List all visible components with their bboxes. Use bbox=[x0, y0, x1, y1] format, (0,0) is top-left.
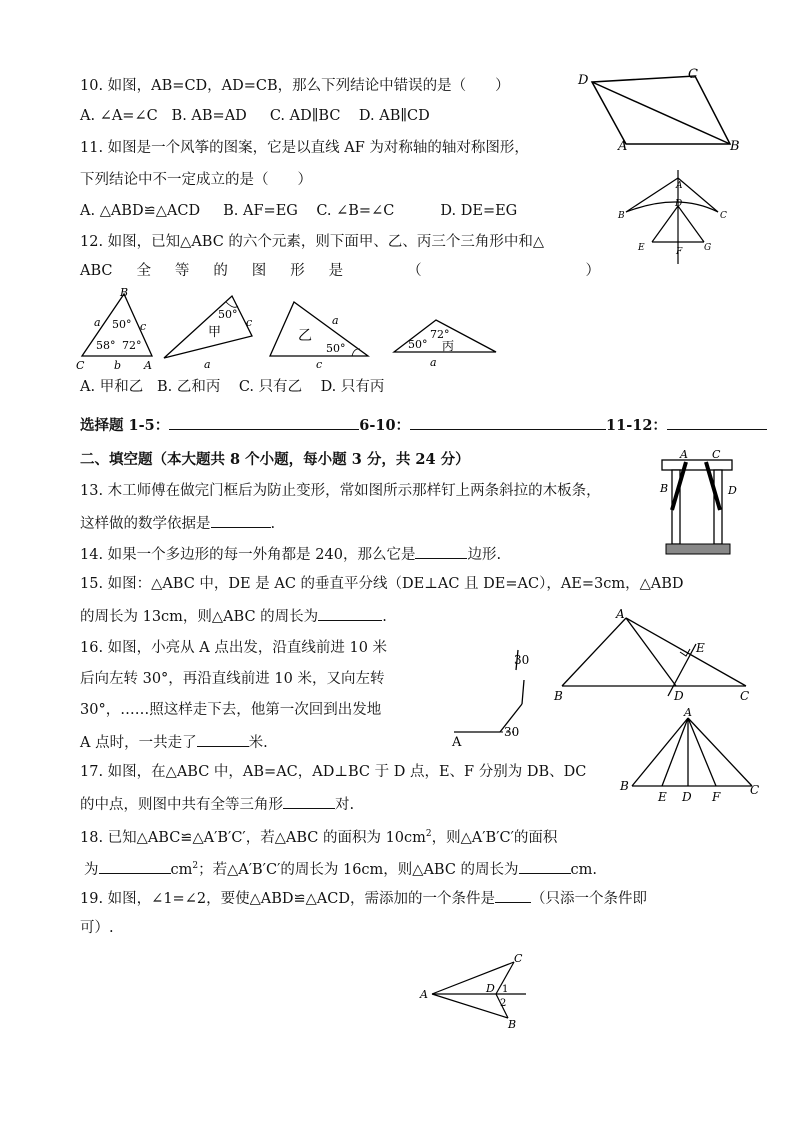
q10-label-d: D bbox=[578, 73, 589, 88]
q12-options bbox=[80, 377, 384, 397]
q18-sup-2: 2 bbox=[192, 861, 199, 871]
q10-option-a: A. ∠A=∠C bbox=[80, 108, 158, 124]
q12-word-abc: ABC bbox=[80, 263, 113, 279]
q10-label-a: A bbox=[618, 139, 628, 154]
q13-label-a: A bbox=[680, 448, 688, 461]
q15-line1: 15. 如图：△ABC 中，DE 是 AC 的垂直平分线（DE⊥AC 且 DE=AC），AE=3cm，△ABD bbox=[80, 576, 684, 592]
q11-label-d: D bbox=[675, 199, 683, 209]
q12-jia-side-a: a bbox=[204, 358, 211, 371]
q16-walking-path-figure bbox=[440, 642, 550, 752]
q12-abc-label-c: C bbox=[76, 359, 85, 372]
q12-abc-side-c: c bbox=[140, 320, 147, 333]
q12-bing-name: 丙 bbox=[442, 339, 455, 353]
q12-abc-side-a: a bbox=[94, 316, 101, 329]
q11-label-b: B bbox=[618, 211, 625, 221]
q17-answer-blank[interactable] bbox=[283, 793, 335, 809]
q12-jia-name: 甲 bbox=[208, 325, 222, 340]
q13-label-b: B bbox=[660, 482, 669, 495]
q18-area-blank[interactable] bbox=[99, 858, 171, 874]
q10-option-c: C. AD∥BC bbox=[269, 108, 341, 124]
q14-line bbox=[80, 543, 501, 565]
q12-abc-side-b: b bbox=[114, 359, 122, 372]
q15-line2 bbox=[80, 605, 387, 627]
q11-label-g: G bbox=[704, 243, 712, 253]
q11-label-f: F bbox=[676, 247, 683, 257]
q12-jia-side-c: c bbox=[246, 316, 253, 329]
q12-paren-close: ） bbox=[585, 263, 600, 279]
q17-label-e: E bbox=[658, 790, 667, 804]
q13-answer-blank[interactable] bbox=[211, 512, 271, 528]
q12-abc-angle-c: 58° bbox=[96, 339, 116, 352]
q19-figure bbox=[418, 948, 538, 1032]
q12-paren-open: （ bbox=[407, 263, 422, 279]
q13-line2-pre: 这样做的数学依据是 bbox=[80, 516, 211, 532]
q10-label-b: B bbox=[730, 139, 740, 154]
q11-option-d: D. DE=EG bbox=[440, 203, 518, 219]
q12-abc-label-a: A bbox=[144, 359, 152, 372]
q16-answer-blank[interactable] bbox=[197, 731, 249, 747]
q16-line1: 16. 如图，小亮从 A 点出发，沿直线前进 10 米 bbox=[80, 640, 388, 656]
q18-line1-post: ，则△A′B′C′的面积 bbox=[431, 829, 558, 846]
q11-kite-figure bbox=[612, 166, 732, 266]
answer-label-6-10: 6-10： bbox=[359, 417, 411, 434]
q12-word-6: 是 bbox=[328, 263, 344, 279]
q15-label-a: A bbox=[616, 607, 625, 621]
q12-yi-name: 乙 bbox=[298, 328, 312, 344]
q11-label-a: A bbox=[676, 181, 683, 191]
q11-option-a: A. △ABD≌△ACD bbox=[80, 203, 201, 219]
q12-triangles-figure bbox=[76, 286, 506, 372]
q17-label-d: D bbox=[682, 790, 692, 804]
q19-angle-1: 1 bbox=[502, 984, 509, 995]
q12-bing-angle-left: 50° bbox=[408, 338, 428, 351]
q16-line2: 后向左转 30°，再沿直线前进 10 米，又向左转 bbox=[80, 671, 385, 687]
q16-label-a: A bbox=[452, 735, 462, 750]
q16-line4-post: 米. bbox=[248, 735, 268, 751]
q12-abc-label-b: B bbox=[120, 286, 129, 299]
q13-door-frame-figure bbox=[658, 448, 740, 560]
q17-line2-pre: 的中点，则图中共有全等三角形 bbox=[80, 797, 283, 813]
q13-line2 bbox=[80, 512, 275, 534]
q13-line2-post: . bbox=[270, 516, 276, 532]
q19-label-b: B bbox=[508, 1018, 517, 1031]
q19-line1-pre: 19. 如图，∠1=∠2，要使△ABD≌△ACD，需添加的一个条件是 bbox=[80, 891, 495, 907]
q16-line4 bbox=[80, 731, 268, 753]
q13-label-c: C bbox=[712, 448, 721, 461]
q10-parallelogram-figure bbox=[570, 62, 750, 162]
q15-line2-post: . bbox=[382, 609, 387, 625]
q18-sup: 2 bbox=[425, 829, 432, 839]
q15-label-c: C bbox=[740, 689, 750, 703]
q17-line1: 17. 如图，在△ABC 中，AB=AC，AD⊥BC 于 D 点，E、F 分别为 DB、DC bbox=[80, 764, 587, 780]
q19-line2: 可）. bbox=[80, 920, 114, 936]
q12-word-3: 的 bbox=[213, 263, 228, 279]
q17-isosceles-figure bbox=[616, 704, 766, 804]
q12-word-5: 形 bbox=[290, 263, 305, 279]
q19-label-d: D bbox=[486, 982, 495, 995]
q14-answer-blank[interactable] bbox=[415, 543, 467, 559]
q14-pre: 14. 如果一个多边形的每一外角都是 240，那么它是 bbox=[80, 547, 416, 563]
section2-heading: 二、填空题（本大题共 8 个小题，每小题 3 分，共 24 分） bbox=[80, 451, 470, 468]
q19-label-c: C bbox=[514, 952, 523, 965]
q16-angle-label-2: 30 bbox=[514, 653, 530, 667]
q11-option-b: B. AF=EG bbox=[223, 203, 298, 219]
answer-line bbox=[80, 414, 767, 436]
q17-label-b: B bbox=[620, 779, 629, 793]
q18-line1-pre: 18. 已知△ABC≌△A′B′C′，若△ABC 的面积为 10cm bbox=[80, 829, 426, 846]
q11-option-c: C. ∠B=∠C bbox=[316, 203, 395, 219]
q12-stem-line2 bbox=[80, 261, 600, 281]
q10-options bbox=[80, 106, 430, 126]
q11-options bbox=[80, 201, 517, 221]
q12-option-a: A. 甲和乙 bbox=[80, 379, 144, 395]
q19-line1 bbox=[80, 887, 647, 909]
q12-stem-line1: 12. 如图，已知△ABC 的六个元素，则下面甲、乙、丙三个三角形中和△ bbox=[80, 234, 545, 250]
q12-option-c: C. 只有乙 bbox=[238, 379, 303, 395]
q16-angle-label-1: 30 bbox=[504, 725, 520, 739]
q12-yi-side-a: a bbox=[332, 314, 339, 327]
q15-label-b: B bbox=[554, 689, 563, 703]
q12-option-d: D. 只有丙 bbox=[320, 379, 385, 395]
q17-label-c: C bbox=[750, 783, 760, 797]
q19-angle-2: 2 bbox=[500, 998, 507, 1009]
q12-abc-angle-b: 50° bbox=[112, 318, 132, 331]
q12-yi-side-c: c bbox=[316, 358, 323, 371]
q18-line2-a: 为 bbox=[84, 861, 99, 878]
q17-line2-post: 对. bbox=[335, 797, 355, 813]
q11-label-c: C bbox=[720, 211, 727, 221]
q11-stem-line1: 11. 如图是一个风筝的图案，它是以直线 AF 为对称轴的轴对称图形， bbox=[80, 140, 529, 156]
q10-option-d: D. AB∥CD bbox=[358, 108, 430, 124]
q15-answer-blank[interactable] bbox=[318, 605, 382, 621]
q15-label-d: D bbox=[674, 689, 684, 703]
q13-label-d: D bbox=[728, 484, 737, 497]
answer-blank-1-5[interactable] bbox=[169, 414, 359, 430]
q19-label-a: A bbox=[420, 988, 428, 1001]
q16-line3: 30°，……照这样走下去，他第一次回到出发地 bbox=[80, 702, 382, 718]
q16-line4-pre: A 点时，一共走了 bbox=[80, 735, 197, 751]
q18-line2 bbox=[84, 856, 597, 880]
q12-option-b: B. 乙和丙 bbox=[157, 379, 221, 395]
q10-label-c: C bbox=[688, 67, 698, 82]
q14-post: 边形. bbox=[467, 547, 502, 563]
answer-label-1-5: 选择题 1-5： bbox=[80, 417, 170, 434]
q18-line2-c: ；若△A′B′C′的周长为 16cm，则△ABC 的周长为 bbox=[198, 861, 519, 878]
q15-line2-pre: 的周长为 13cm，则△ABC 的周长为 bbox=[80, 609, 319, 625]
q12-abc-angle-a: 72° bbox=[122, 339, 142, 352]
q12-bing-side-a: a bbox=[430, 356, 437, 369]
q18-line1 bbox=[80, 824, 557, 848]
q15-label-e: E bbox=[696, 641, 705, 655]
q11-label-e: E bbox=[638, 243, 645, 253]
q18-perimeter-blank[interactable] bbox=[519, 858, 571, 874]
q18-line2-d: cm. bbox=[570, 861, 598, 878]
answer-label-11-12: 11-12： bbox=[606, 417, 667, 434]
q12-word-1: 全 bbox=[136, 263, 151, 279]
q13-line1: 13. 木工师傅在做完门框后为防止变形，常如图所示那样钉上两条斜拉的木板条， bbox=[80, 483, 601, 499]
q17-label-f: F bbox=[712, 790, 721, 804]
q15-triangle-figure bbox=[550, 604, 760, 702]
q11-stem-line2: 下列结论中不一定成立的是（ ） bbox=[80, 172, 312, 188]
q12-jia-angle: 50° bbox=[218, 308, 238, 321]
q12-word-2: 等 bbox=[174, 263, 190, 279]
q18-line2-b: cm bbox=[170, 861, 193, 878]
q10-stem: 10. 如图，AB=CD，AD=CB，那么下列结论中错误的是（ ） bbox=[80, 78, 510, 94]
q10-option-b: B. AB=AD bbox=[171, 108, 247, 124]
q17-label-a: A bbox=[684, 706, 692, 719]
q12-yi-angle: 50° bbox=[326, 342, 346, 355]
q19-line1-post: （只添一个条件即 bbox=[530, 891, 647, 907]
q12-word-4: 图 bbox=[251, 263, 267, 279]
q12-bing-angle-top: 72° bbox=[430, 328, 450, 341]
answer-blank-6-10[interactable] bbox=[410, 414, 606, 430]
answer-blank-11-12[interactable] bbox=[667, 414, 767, 430]
q19-answer-blank[interactable] bbox=[495, 887, 531, 903]
q17-line2 bbox=[80, 793, 354, 815]
